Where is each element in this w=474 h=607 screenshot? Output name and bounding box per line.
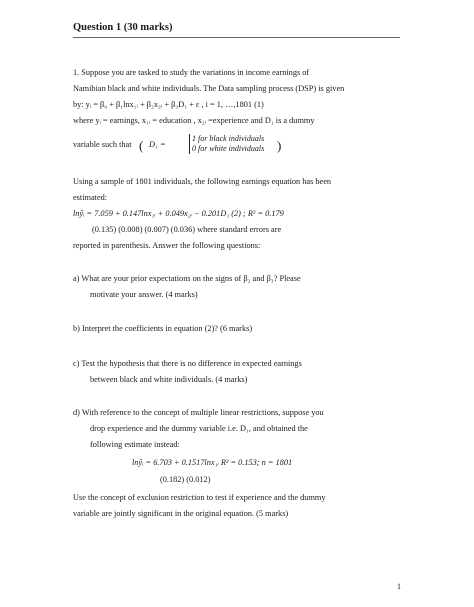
question-a-line-2: motivate your answer. (4 marks) — [90, 290, 198, 299]
question-a-line-1: a) What are your prior expectations on the signs of β₂ and β₃? Please — [73, 274, 301, 283]
standard-errors: (0.135) (0.008) (0.007) (0.036) where standard errors are — [92, 225, 282, 234]
heading-rule — [73, 37, 400, 38]
question-b-line-1: b) Interpret the coefficients in equation (2)? (6 marks) — [73, 324, 253, 333]
question-heading: Question 1 (30 marks) — [73, 22, 173, 33]
question-d-line-2: drop experience and the dummy variable i.e. D₁, and obtained the — [90, 424, 308, 433]
intro-line-2: Namibian black and white individuals. The Data sampling process (DSP) is given — [73, 84, 345, 93]
dummy-case-white: 0 for white individuals — [192, 144, 265, 153]
dummy-case-black: 1 for black individuals — [192, 134, 265, 143]
estimation-line-2: estimated: — [73, 193, 108, 202]
restricted-equation: lnŷᵢ = 6.703 + 0.1517lnx₁ᵢ R² = 0.153; n = 1801 — [132, 458, 293, 467]
question-c-line-1: c) Test the hypothesis that there is no difference in expected earnings — [73, 359, 302, 368]
question-c-line-2: between black and white individuals. (4 marks) — [90, 375, 248, 384]
dummy-definition-label: variable such that — [73, 140, 132, 149]
estimation-line-1: Using a sample of 1801 individuals, the following earnings equation has been — [73, 177, 332, 186]
estimation-line-5: reported in parenthesis. Answer the following questions: — [73, 241, 261, 250]
open-paren: ( — [139, 138, 144, 153]
dummy-lhs: D₁ = — [149, 140, 166, 149]
intro-line-4: where yᵢ = earnings, x₁ᵢ = education , x₂ᵢ =experience and D₁ is a dummy — [73, 116, 315, 125]
final-line-1: Use the concept of exclusion restriction to test if experience and the dummy — [73, 493, 326, 502]
page-number: 1 — [397, 582, 401, 591]
dummy-cases — [189, 134, 264, 154]
intro-line-3-dsp: by: yᵢ = β₀ + β₁lnx₁ᵢ + β₂x₂ᵢ + β₃D₁ + ε , i = 1, …,1801 (1) — [73, 100, 264, 109]
intro-line-1: 1. Suppose you are tasked to study the variations in income earnings of — [73, 68, 310, 77]
close-paren: ) — [277, 138, 282, 153]
question-d-line-3: following estimate instead: — [90, 440, 180, 449]
final-line-2: variable are jointly significant in the original equation. (5 marks) — [73, 509, 289, 518]
estimated-equation: lnŷᵢ = 7.059 + 0.147lnx₁ᵢ + 0.049x₂ᵢ − 0.201D₁ (2) ; R² = 0.179 — [73, 209, 284, 218]
restricted-standard-errors: (0.182) (0.012) — [160, 475, 211, 484]
question-d-line-1: d) With reference to the concept of multiple linear restrictions, suppose you — [73, 408, 324, 417]
